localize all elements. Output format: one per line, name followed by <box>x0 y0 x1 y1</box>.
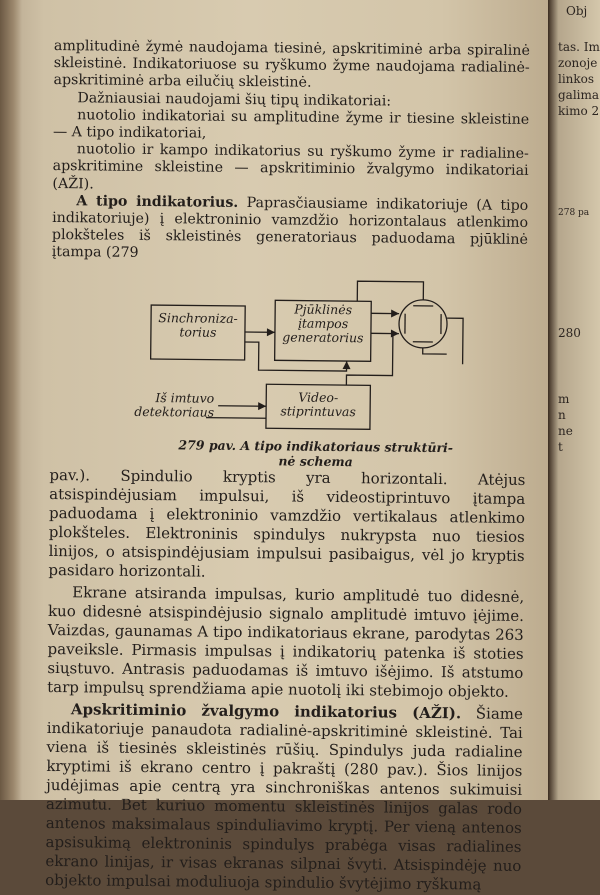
section-a-heading: A tipo indikatorius. <box>76 193 238 211</box>
section-a-paragraph <box>52 193 529 267</box>
adjacent-fragment-11: ne <box>558 424 573 438</box>
adjacent-fragment-6: kimo 2 <box>558 104 599 118</box>
paragraph-screen-impulse: Ekrane atsiranda impulsas, kurio amplitudė tuo didesnė, kuo didesnė atsispindėjusio signalo amplitudė imtuvo įėjime. Vaizdas, gaunamas A tipo indikatoriaus ekrane, parodytas 263 paveiksle. Pirmasis impulsas į indikatorių patenka iš stoties siųstuvo. Antrasis paduodamas iš imtuvo išėjimo. Iš atstumo tarp impulsų sprendžiama apie nuotolį iki stebimojo objekto. <box>47 583 524 702</box>
section-azi-text: Šiame indikatoriuje panaudota radialinė-apskritiminė skleistinė. Tai viena iš tiesinės skleistinės rūšių. Spindulys juda radialine kryptimi iš ekrano centro į pakraštį (280 pav.). Šios linijos judėjimas apie centrą yra sinchroniškas antenos sukimuisi azimutu. Bet kuriuo momentu skleistinės linijos galas rodo antenos maksimalaus spinduliavimo kryptį. Per vieną antenos apsisukimą elektroninis spindulys prabėga visas radialines ekrano linijas, ir visas ekranas silpnai švyti. Atsispindėję nuo objekto impulsai moduliuoja spindulio švytėjimo ryškumą <box>45 704 523 893</box>
adjacent-fragment-1: Obj <box>566 4 587 18</box>
figure-279-block-diagram <box>116 266 538 470</box>
section-azi-heading: Apskritiminio žvalgymo indikatorius (AŽI). <box>71 700 461 722</box>
adjacent-fragment-3: zonoje <box>558 56 597 70</box>
crt-tube-circle <box>399 299 448 348</box>
sawtooth-block-label: Pjūklinės įtampos generatorius <box>277 302 369 345</box>
adjacent-fragment-5: galima <box>558 88 599 102</box>
intro-list-item-a: nuotolio indikatoriai su amplitudine žyme ir tiesine skleistine — A tipo indikatoriai, <box>53 107 529 146</box>
intro-list-item-azi: nuotolio ir kampo indikatorius su ryškumo žyme ir radialine-apskritimine skleistine — apskritiminio žvalgymo indikatoriai (AŽI). <box>52 141 529 198</box>
adjacent-fragment-4: linkos <box>558 72 594 86</box>
adjacent-fragment-10: n <box>558 408 566 422</box>
sync-block-label: Sinchroniza- torius <box>153 311 243 340</box>
adjacent-fragment-12: t <box>558 440 563 454</box>
adjacent-fragment-8: 280 <box>558 326 581 340</box>
intro-list-lead: Dažniausiai naudojami šių tipų indikatoriai: <box>53 90 529 112</box>
paragraph-beam-direction: pav.). Spindulio kryptis yra horizontali. Atėjus atsispindėjusiam impulsui, iš videostiprintuvo įtampa paduodama į elektroninio vamzdžio vertikalaus atlenkimo plokšteles. Elektroninis spindulys nukrypsta nuo tiesios linijos, o atsispindėjusiam impulsui pasibaigus, vėl jo kryptis pasidaro horizontali. <box>48 466 525 585</box>
intro-paragraph: amplitudinė žymė naudojama tiesinė, apskritiminė arba spiralinė skleistinė. Indikatoriuose su ryškumo žyme naudojama radialinė-apskritiminė arba eilučių skleistinė. <box>53 38 530 95</box>
page-text <box>45 38 530 895</box>
adjacent-fragment-7: 278 pa <box>558 208 589 218</box>
section-a-text: Paprasčiausiame indikatoriuje (A tipo indikatoriuje) į elektroninio vamzdžio horizontalaus atlenkimo plokšteles iš skleistinės generatoriaus paduodama pjūklinė įtampa (279 <box>52 195 529 261</box>
adjacent-fragment-2: tas. Im <box>558 40 600 54</box>
section-azi-paragraph <box>45 700 523 895</box>
adjacent-fragment-9: m <box>558 392 569 406</box>
video-block-label: Video- stiprintuvas <box>268 390 368 419</box>
input-source-label: Iš imtuvo detektoriaus <box>118 390 214 419</box>
book-gutter <box>0 0 22 800</box>
figure-caption: 279 pav. A tipo indikatoriaus struktūri- nė schema <box>156 437 476 470</box>
adjacent-page-edge <box>548 0 600 800</box>
